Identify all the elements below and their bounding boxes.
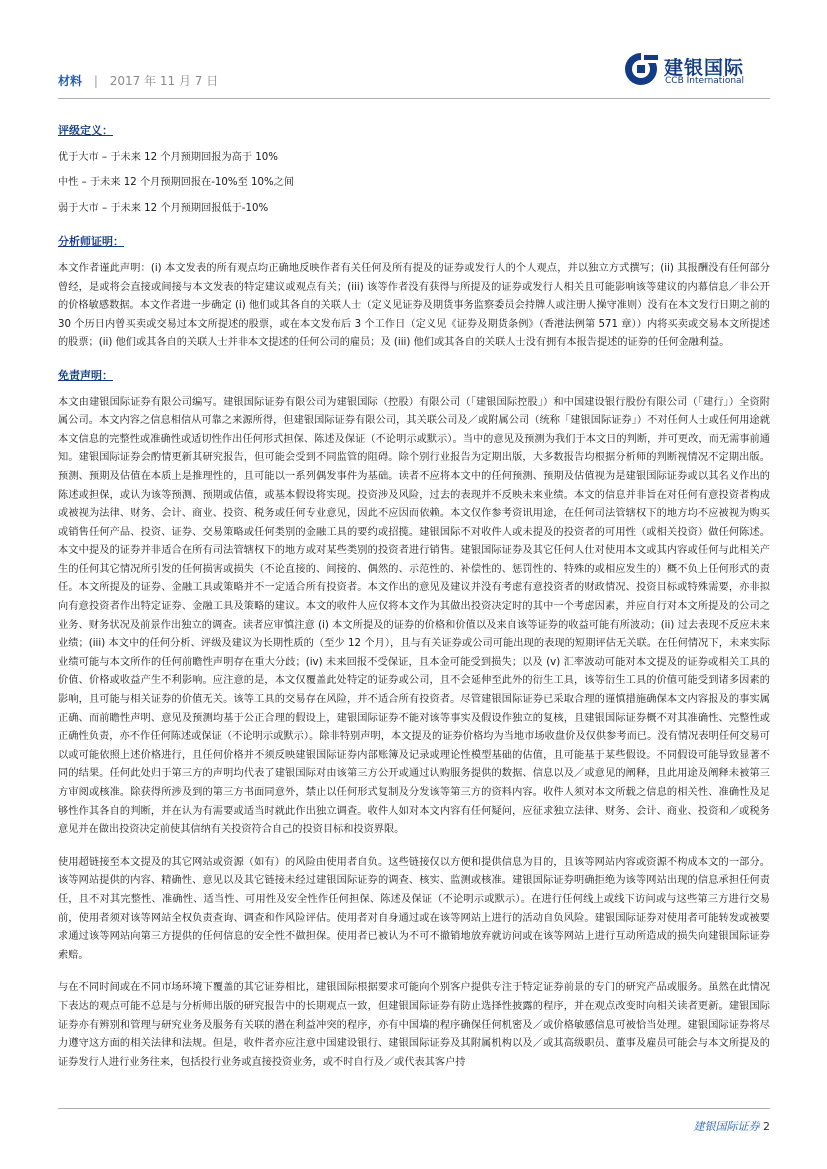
rating-heading: 评级定义：	[58, 124, 113, 137]
company-logo	[624, 52, 774, 92]
disclaimer-paragraph: 本文由建银国际证券有限公司编写。建银国际证券有限公司为建银国际（控股）有限公司（「建银国际控股」）和中国建设银行股份有限公司（「建行」）全资附属公司。本文内容之信息相信从可靠之来源所得，但建银国际证券有限公司，其关联公司及／或附属公司（统称「建银国际证券」）不对任何人士或任何用途就本文信息的完整性或准确性或适切性作出任何形式担保、陈述及保证（不论明示或默示）。当中的意见及预测为我们于本文日的判断，并可更改，而无需事前通知。建银国际证券会酌情更新其研究报告，但可能会受到不同监管的阻碍。除个别行业报告为定期出版，大多数报告均根据分析师的判断视情况不定期出版。预测、预期及估值在本质上是推理性的，且可能以一系列偶发事件为基础。读者不应将本文中的任何预测、预期及估值视为是建银国际证券或以其名义作出的陈述或担保，或认为该等预测、预期或估值，或基本假设将实现。投资涉及风险，过去的表现并不反映未来业绩。本文的信息并非旨在对任何有意投资者构成或被视为法律、财务、会计、商业、投资、税务或任何专业意见，因此不应因而依赖。本文仅作参考资讯用途，在任何司法管辖权下的地方均不应被视为购买或销售任何产品、投资、证券、交易策略或任何类别的金融工具的要约或招揽。建银国际不对收件人或未提及的投资者的可用性（或相关投资）做任何陈述。本文中提及的证券并非适合在所有司法管辖权下的地方或对某些类别的投资者进行销售。建银国际证券及其它任何人仕对使用本文或其内容或任何与此相关产生的任何其它情况所引发的任何损害或损失（不论直接的、间接的、偶然的、示范性的、补偿性的、惩罚性的、特殊的或相应发生的）概不负上任何形式的责任。本文所提及的证券、金融工具或策略并不一定适合所有投资者。本文作出的意见及建议并没有考虑有意投资者的财政情况、投资目标或特殊需要，亦非拟向有意投资者作出特定证券、金融工具及策略的建议。本文的收件人应仅将本文作为其做出投资决定时的其中一个考虑因素，并应自行对本文所提及的公司之业务、财务状况及前景作出独立的调查。读者应审慎注意 (i) 本文所提及的证券的价格和价值以及来自该等证券的收益可能有所波动；(ii) 过去表现不反应未来业绩；(iii) 本文中的任何分析、评级及建议为长期性质的（至少 12 个月），且与有关证券或公司可能出现的表现的短期评估无关联。在任何情况下，未来实际业绩可能与本文所作的任何前瞻性声明存在重大分歧；(iv) 未来回报不受保证，且本金可能受到损失；以及 (v) 汇率波动可能对本文提及的证券或相关工具的价值、价格或收益产生不利影响。应注意的是，本文仅覆盖此处特定的证券或公司，且不会延伸至此外的衍生工具，该等衍生工具的价值可能受到诸多因素的影响，且可能与相关证券的价值无关。该等工具的交易存在风险，并不适合所有投资者。尽管建银国际证券已采取合理的谨慎措施确保本文内容报及的事实属正确、而前瞻性声明、意见及预测均基于公正合理的假设上，建银国际证券不能对该等事实及假设作独立的复核，且建银国际证券概不对其准确性、完整性或正确性负责，亦不作任何陈述或保证（不论明示或默示）。除非特别声明，本文提及的证券价格均为当地市场收盘价及仅供参考而已。没有情况表明任何交易可以或可能依照上述价格进行，且任何价格并不须反映建银国际证券内部账簿及记录或理论性模型基础的估值，且可能基于某些假设。不同假设可能导致显著不同的结果。任何此处归于第三方的声明均代表了建银国际对由该第三方公开或通过认购服务提供的数据、信息以及／或意见的阐释，且此用途及阐释未被第三方审阅或核准。除获得所涉及到的第三方书面同意外，禁止以任何形式复制及分发该等第三方的资料内容。收件人须对本文所载之信息的相关性、准确性及足够性作其各自的判断，并在认为有需要或适当时就此作出独立调查。收件人如对本文内容有任何疑问，应征求独立法律、财务、会计、商业、投资和／或税务意见并在做出投资决定前使其信纳有关投资符合自己的投资目标和投资界限。	[58, 396, 770, 836]
disclaimer-paragraph: 与在不同时间或在不同市场环境下覆盖的其它证券相比，建银国际根据要求可能向个别客户提供专注于特定证券前景的专门的研究产品或服务。虽然在此情况下表达的观点可能不总是与分析师出版的研究报告中的长期观点一致，但建银国际证券有防止选择性披露的程序，并在观点改变时向相关读者更新。建银国际证券亦有辨别和管理与研究业务及服务有关联的潜在利益冲突的程序，亦有中国墙的程序确保任何机密及／或价格敏感信息可被恰当处理。建银国际证券将尽力遵守这方面的相关法律和法规。但是，收件者亦应注意中国建设银行、建银国际证券及其附属机构以及／或其高级职员、董事及雇员可能会与本文所提及的证券发行人进行业务往来，包括投行业务或直接投资业务，或不时自行及／或代表其客户持	[58, 982, 770, 1068]
rating-item: 中性 – 于未来 12 个月预期回报在-10%至 10%之间	[58, 177, 295, 189]
logo-name-en: CCB International	[665, 76, 745, 86]
logo-name-cn: 建银国际	[664, 57, 745, 79]
analyst-heading: 分析师证明：	[58, 235, 124, 249]
footer-divider	[58, 1108, 770, 1109]
footer	[694, 1118, 771, 1134]
footer-company: 建银国际证券	[693, 1120, 760, 1133]
ccb-logo-icon	[624, 52, 658, 86]
disclaimer-paragraph: 使用超链接至本文提及的其它网站或资源（如有）的风险由使用者自负。这些链接仅以方便和提供信息为目的，且该等网站内容或资源不构成本文的一部分。该等网站提供的内容、精确性、意见以及其它链接未经过建银国际证券的调查、核实、监测或核准。建银国际证券明确拒绝为该等网站出现的信息承担任何责任，且不对其完整性、准确性、适当性、可用性及安全性作任何担保、陈述及保证（不论明示或默示）。在进行任何线上或线下访问或与这些第三方进行交易前，使用者须对该等网站全权负责查询、调查和作风险评估。使用者对自身通过或在该等网站上进行的活动自负风险。建银国际证券对使用者可能转发或被要求通过该等网站向第三方提供的任何信息的安全性不做担保。使用者已被认为不可不撤销地放弃就访问或在该等网站上进行互动所造成的损失向建银国际证券索赔。	[58, 856, 770, 961]
analyst-certification-text: 本文作者谨此声明：(i) 本文发表的所有观点均正确地反映作者有关任何及所有提及的证券或发行人的个人观点，并以独立方式撰写；(ii) 其报酬没有任何部分曾经，是或将会直接或间接与本文发表的特定建议或观点有关；(iii) 该等作者没有获得与所提及的证券或发行人相关且可能影响该等建议的内幕信息／非公开的价格敏感数据。本文作者进一步确定 (i) 他们或其各自的关联人士（定义见证券及期货事务监察委员会持牌人或注册人操守准则）没有在本文发行日期之前的 30 个历日内曾买卖或交易过本文所提述的股票，或在本文发布后 3 个工作日（定义见《证券及期货条例》（香港法例第 571 章））内将买卖或交易本文所提述的股票；(ii) 他们或其各自的关联人士并非本文提述的任何公司的雇员；及 (iii) 他们或其各自的关联人士没有拥有本报告提述的证券的任何金融利益。	[58, 262, 770, 349]
header	[58, 72, 218, 89]
document-date: 2017 年 11 月 7 日	[109, 74, 219, 88]
document-body	[58, 122, 770, 1078]
page-number: 2	[763, 1120, 770, 1133]
disclaimer-heading: 免责声明：	[58, 368, 113, 382]
header-divider	[58, 98, 770, 99]
header-separator: |	[93, 74, 98, 88]
rating-item: 优于大市 – 于未来 12 个月预期回报为高于 10%	[58, 151, 278, 163]
rating-item: 弱于大市 – 于未来 12 个月预期回报低于-10%	[58, 202, 269, 214]
document-category: 材料	[58, 74, 83, 88]
